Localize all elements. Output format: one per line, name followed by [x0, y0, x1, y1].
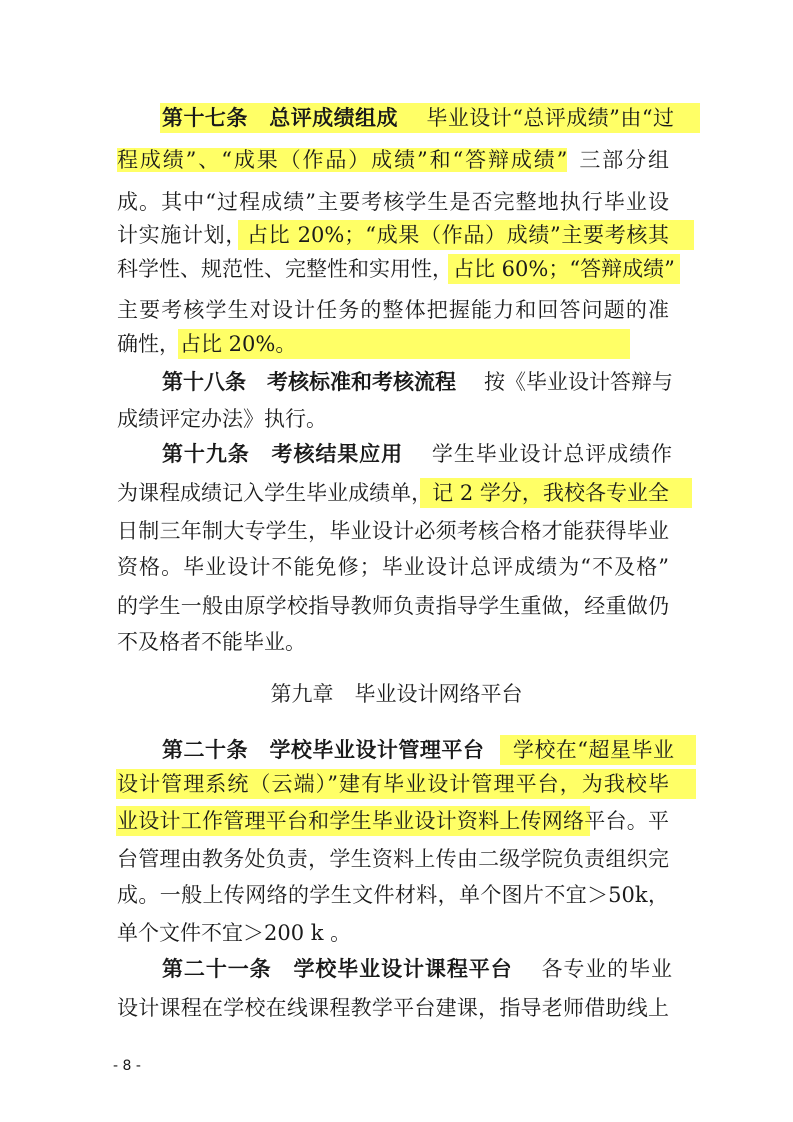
art19-line-3: 日制三年制大专学生，毕业设计必须考核合格才能获得毕业: [117, 519, 669, 543]
art17-text-5b: ，占比 60%；“答辩成绩”: [432, 257, 675, 281]
art21-text-1: 各专业的毕业: [540, 957, 673, 981]
art19-text-2b: ，记 2 学分，我校各专业全: [411, 481, 669, 505]
art18-text-1: 按《毕业设计答辩与: [484, 370, 673, 394]
art17-text-7b: ，占比 20%。: [159, 332, 297, 356]
chapter-heading: 第九章 毕业设计网络平台: [270, 682, 523, 706]
art19-text-1: 学生毕业设计总评成绩作: [431, 442, 672, 466]
art17-line-4: [117, 218, 669, 252]
art17-text-2a: 程成绩”、“成果（作品）成绩”和“答辩成绩”: [117, 148, 568, 172]
art17-text-1: 毕业设计“总评成绩”由“过: [425, 106, 674, 130]
art17-text-4a: 计实施计划: [117, 223, 226, 247]
art18-line-1: [162, 365, 672, 399]
art20-line-5: 成。一般上传网络的学生文件材料，单个图片不宜＞50k，: [117, 883, 669, 907]
art19-title: 第十九条 考核结果应用: [162, 442, 403, 466]
art20-title: 第二十条 学校毕业设计管理平台: [162, 738, 485, 762]
art20-line-6: 单个文件不宜＞200 k 。: [117, 921, 352, 945]
art17-text-2b: 三部分组: [577, 148, 669, 172]
art19-line-5: 的学生一般由原学校指导教师负责指导学生重做，经重做仍: [117, 594, 669, 618]
art19-line-1: [162, 437, 672, 471]
art20-line-4: 台管理由教务处负责，学生资料上传由二级学院负责组织完: [117, 847, 669, 871]
page-number: - 8 -: [113, 1058, 141, 1074]
art20-text-3b: 平台。平: [584, 809, 670, 833]
art18-line-2: 成绩评定办法》执行。: [117, 407, 327, 431]
art20-text-1: 学校在“超星毕业: [512, 738, 674, 762]
art17-title: 第十七条 总评成绩组成: [162, 106, 398, 130]
art21-line-2: 设计课程在学校在线课程教学平台建课，指导老师借助线上: [117, 996, 669, 1020]
art21-title: 第二十一条 学校毕业设计课程平台: [162, 957, 513, 981]
art17-line-5: [117, 252, 675, 286]
art21-line-1: [162, 952, 672, 986]
art20-line-3: [117, 804, 669, 838]
art17-line-6: 主要考核学生对设计任务的整体把握能力和回答问题的准: [117, 298, 669, 322]
art17-line-1: [162, 101, 674, 135]
art19-line-2: [117, 476, 669, 510]
art20-text-3a: 业设计工作管理平台和学生毕业设计资料上传网络: [117, 809, 585, 833]
art20-line-1: [162, 733, 674, 767]
art17-line-3: 成。其中“过程成绩”主要考核学生是否完整地执行毕业设: [117, 190, 669, 214]
art17-line-7: [117, 327, 296, 361]
art17-line-2: [117, 143, 669, 177]
art19-text-2a: 为课程成绩记入学生毕业成绩单: [117, 481, 412, 505]
art19-line-4: 资格。毕业设计不能免修；毕业设计总评成绩为“不及格”: [117, 555, 669, 579]
art20-line-2: 设计管理系统（云端）”建有毕业设计管理平台，为我校毕: [117, 772, 669, 796]
art17-text-4b: ，占比 20%；“成果（作品）成绩”主要考核其: [225, 223, 670, 247]
art19-line-6: 不及格者不能毕业。: [117, 630, 306, 654]
art17-text-5a: 科学性、规范性、完整性和实用性: [117, 257, 432, 281]
art17-text-7a: 确性: [117, 332, 159, 356]
art18-title: 第十八条 考核标准和考核流程: [162, 370, 456, 394]
